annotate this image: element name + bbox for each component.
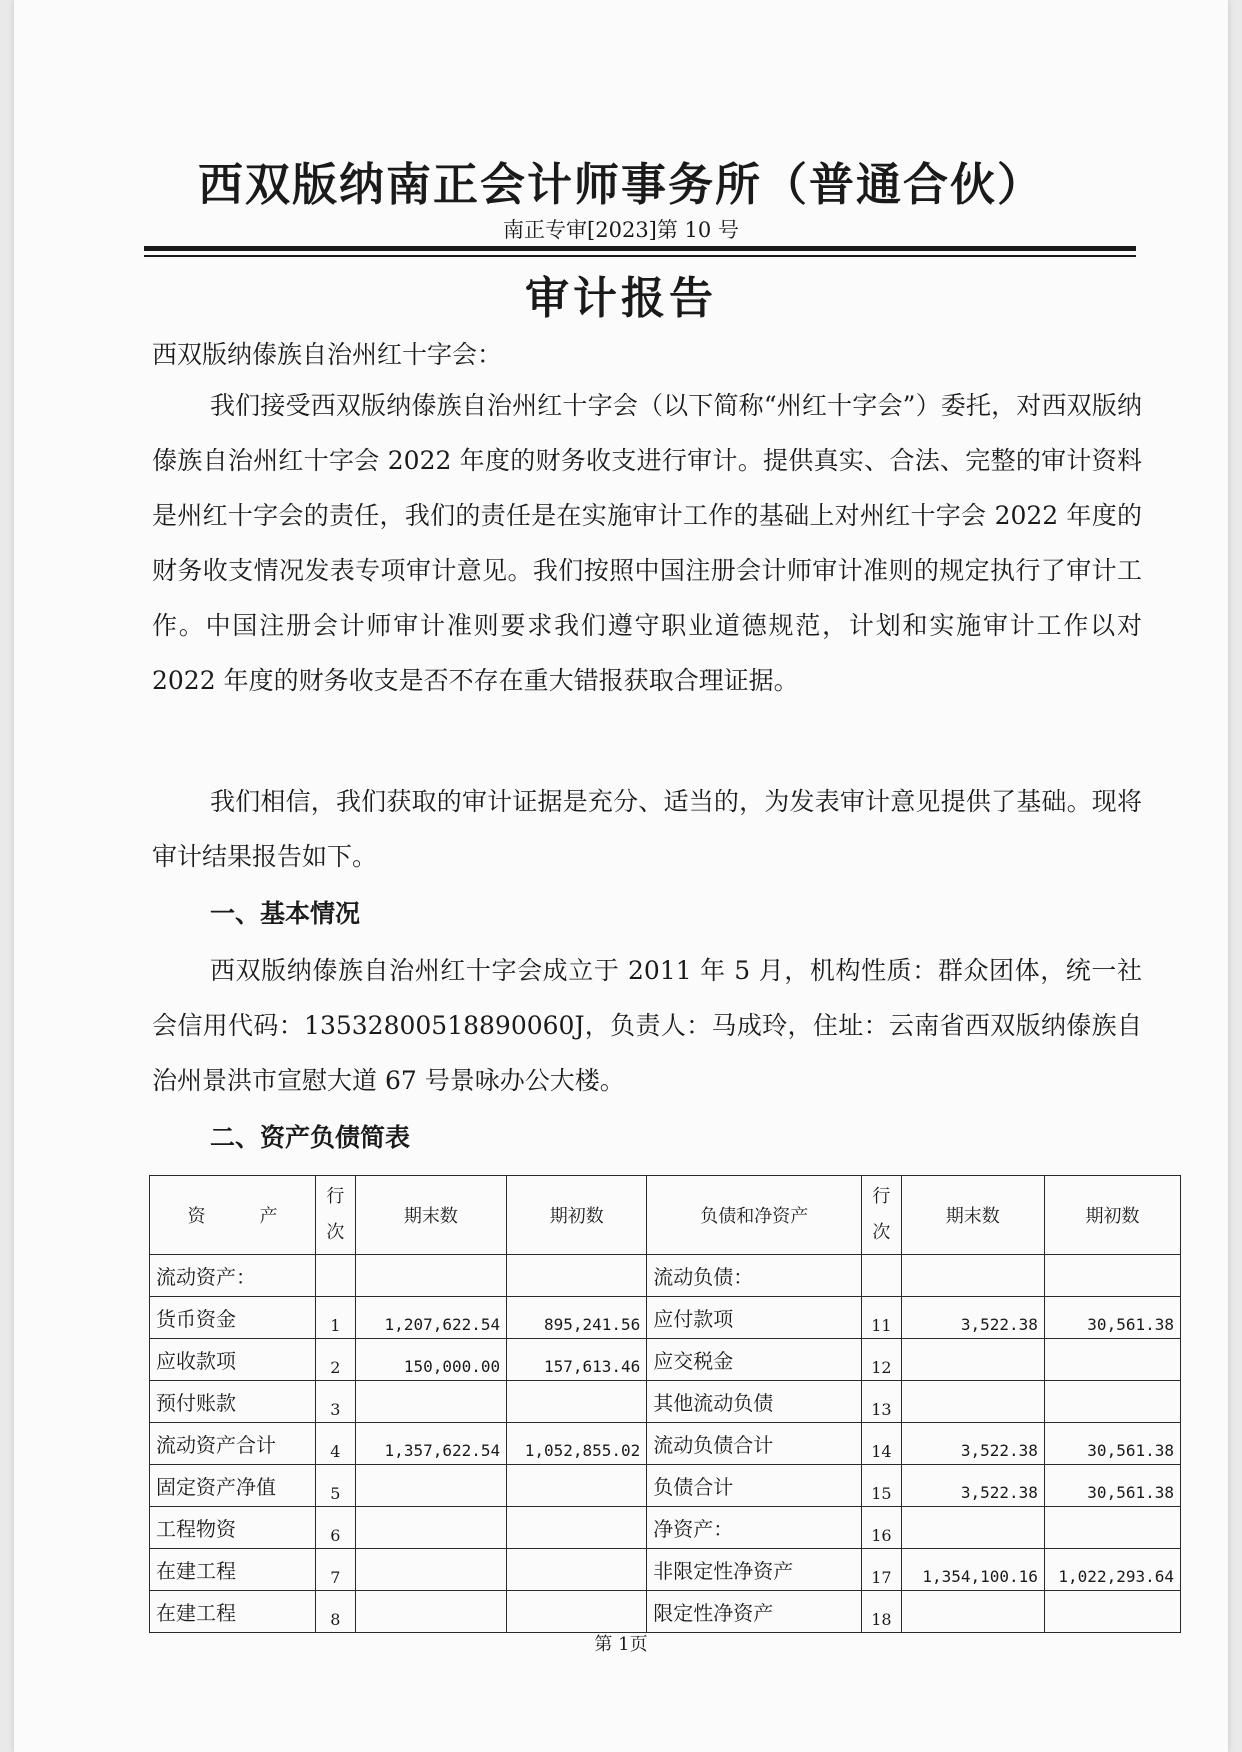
header-begin-balance-2: 期初数 (1044, 1176, 1180, 1255)
table-cell (355, 1549, 507, 1591)
table-cell: 3,522.38 (901, 1423, 1044, 1465)
table-row (150, 1381, 1181, 1423)
table-cell: 1,022,293.64 (1044, 1549, 1180, 1591)
table-cell: 应交税金 (647, 1339, 862, 1381)
table-cell: 3,522.38 (901, 1465, 1044, 1507)
table-body (150, 1255, 1181, 1633)
table-cell: 15 (862, 1465, 901, 1507)
table-cell (355, 1255, 507, 1297)
table-cell (507, 1591, 647, 1633)
table-row (150, 1591, 1181, 1633)
table-cell: 3,522.38 (901, 1297, 1044, 1339)
table-cell: 在建工程 (150, 1549, 316, 1591)
table-row (150, 1423, 1181, 1465)
balance-sheet-table (149, 1175, 1181, 1633)
table-cell: 流动负债合计 (647, 1423, 862, 1465)
header-liabilities: 负债和净资产 (647, 1176, 862, 1255)
table-cell (901, 1381, 1044, 1423)
table-cell: 16 (862, 1507, 901, 1549)
document-number: 南正专审[2023]第 10 号 (503, 218, 739, 242)
table-cell: 净资产： (647, 1507, 862, 1549)
table-cell: 负债合计 (647, 1465, 862, 1507)
table-cell (355, 1507, 507, 1549)
table-cell: 流动资产： (150, 1255, 316, 1297)
table-cell: 1,052,855.02 (507, 1423, 647, 1465)
header-rule-thin (144, 255, 1136, 257)
table-cell: 30,561.38 (1044, 1465, 1180, 1507)
table-cell: 11 (862, 1297, 901, 1339)
table-cell: 流动负债： (647, 1255, 862, 1297)
table-cell: 在建工程 (150, 1591, 316, 1633)
table-cell: 7 (316, 1549, 355, 1591)
table-cell: 1,207,622.54 (355, 1297, 507, 1339)
table-cell (862, 1255, 901, 1297)
table-row (150, 1255, 1181, 1297)
table-cell (507, 1381, 647, 1423)
header-row-no: 行 次 (316, 1176, 355, 1255)
table-cell: 12 (862, 1339, 901, 1381)
table-cell (1044, 1255, 1180, 1297)
table-cell: 895,241.56 (507, 1297, 647, 1339)
table-cell (355, 1465, 507, 1507)
table-cell: 30,561.38 (1044, 1423, 1180, 1465)
table-cell (507, 1549, 647, 1591)
section-heading-balance-sheet: 二、资产负债简表 (210, 1123, 411, 1152)
table-cell: 固定资产净值 (150, 1465, 316, 1507)
firm-name: 西双版纳南正会计师事务所（普通合伙） (197, 158, 1044, 211)
table-cell (1044, 1339, 1180, 1381)
table-cell: 应收款项 (150, 1339, 316, 1381)
table-cell: 非限定性净资产 (647, 1549, 862, 1591)
table-row (150, 1549, 1181, 1591)
paragraph-basis: 我们相信，我们获取的审计证据是充分、适当的，为发表审计意见提供了基础。现将审计结果报告如下。 (152, 787, 1142, 871)
table-cell (1044, 1381, 1180, 1423)
table-row (150, 1297, 1181, 1339)
table-cell: 流动资产合计 (150, 1423, 316, 1465)
table-row (150, 1507, 1181, 1549)
table-cell: 14 (862, 1423, 901, 1465)
table-cell: 1,357,622.54 (355, 1423, 507, 1465)
header-row-no-2: 行 次 (862, 1176, 901, 1255)
table-cell (355, 1591, 507, 1633)
paragraph-basic-info: 西双版纳傣族自治州红十字会成立于 2011 年 5 月，机构性质：群众团体，统一社会信用代码：13532800518890060J，负责人：马成玲，住址：云南省西双版纳傣族自治州景洪市宣慰大道 67 号景咏办公大楼。 (152, 956, 1142, 1095)
table-cell: 货币资金 (150, 1297, 316, 1339)
document-page (14, 0, 1228, 1752)
table-cell: 工程物资 (150, 1507, 316, 1549)
table-cell (1044, 1507, 1180, 1549)
table-cell: 150,000.00 (355, 1339, 507, 1381)
table-cell: 4 (316, 1423, 355, 1465)
table-cell (901, 1507, 1044, 1549)
table-cell (355, 1381, 507, 1423)
table-cell: 18 (862, 1591, 901, 1633)
table-cell: 其他流动负债 (647, 1381, 862, 1423)
table-cell: 6 (316, 1507, 355, 1549)
table-cell: 30,561.38 (1044, 1297, 1180, 1339)
table-cell: 17 (862, 1549, 901, 1591)
table-cell (901, 1339, 1044, 1381)
header-rule-thick (144, 246, 1136, 251)
table-row (150, 1339, 1181, 1381)
table-cell (507, 1465, 647, 1507)
header-begin-balance: 期初数 (507, 1176, 647, 1255)
table-cell: 限定性净资产 (647, 1591, 862, 1633)
report-title: 审计报告 (525, 273, 717, 324)
table-cell: 1,354,100.16 (901, 1549, 1044, 1591)
section-heading-basic-info: 一、基本情况 (210, 899, 361, 928)
table-cell: 2 (316, 1339, 355, 1381)
table-cell: 157,613.46 (507, 1339, 647, 1381)
header-end-balance-2: 期末数 (901, 1176, 1044, 1255)
header-end-balance: 期末数 (355, 1176, 507, 1255)
table-cell (901, 1591, 1044, 1633)
table-cell (901, 1255, 1044, 1297)
table-cell (1044, 1591, 1180, 1633)
table-cell: 5 (316, 1465, 355, 1507)
table-cell: 应付款项 (647, 1297, 862, 1339)
table-cell: 预付账款 (150, 1381, 316, 1423)
table-row (150, 1465, 1181, 1507)
table-cell (507, 1255, 647, 1297)
page-number: 第 1页 (594, 1634, 648, 1655)
table-cell (316, 1255, 355, 1297)
table-cell (507, 1507, 647, 1549)
salutation: 西双版纳傣族自治州红十字会： (152, 340, 503, 369)
table-cell: 13 (862, 1381, 901, 1423)
table-cell: 8 (316, 1591, 355, 1633)
table-cell: 1 (316, 1297, 355, 1339)
paragraph-engagement: 我们接受西双版纳傣族自治州红十字会（以下简称“州红十字会”）委托，对西双版纳傣族自治州红十字会 2022 年度的财务收支进行审计。提供真实、合法、完整的审计资料是州红十字会的责任，我们的责任是在实施审计工作的基础上对州红十字会 2022 年度的财务收支情况发表专项审计意见。我们按照中国注册会计师审计准则的规定执行了审计工作。中国注册会计师审计准则要求我们遵守职业道德规范，计划和实施审计工作以对 2022 年度的财务收支是否不存在重大错报获取合理证据。 (152, 391, 1142, 695)
table-cell: 3 (316, 1381, 355, 1423)
table-header-row (150, 1176, 1181, 1255)
header-assets: 资 产 (150, 1176, 316, 1255)
